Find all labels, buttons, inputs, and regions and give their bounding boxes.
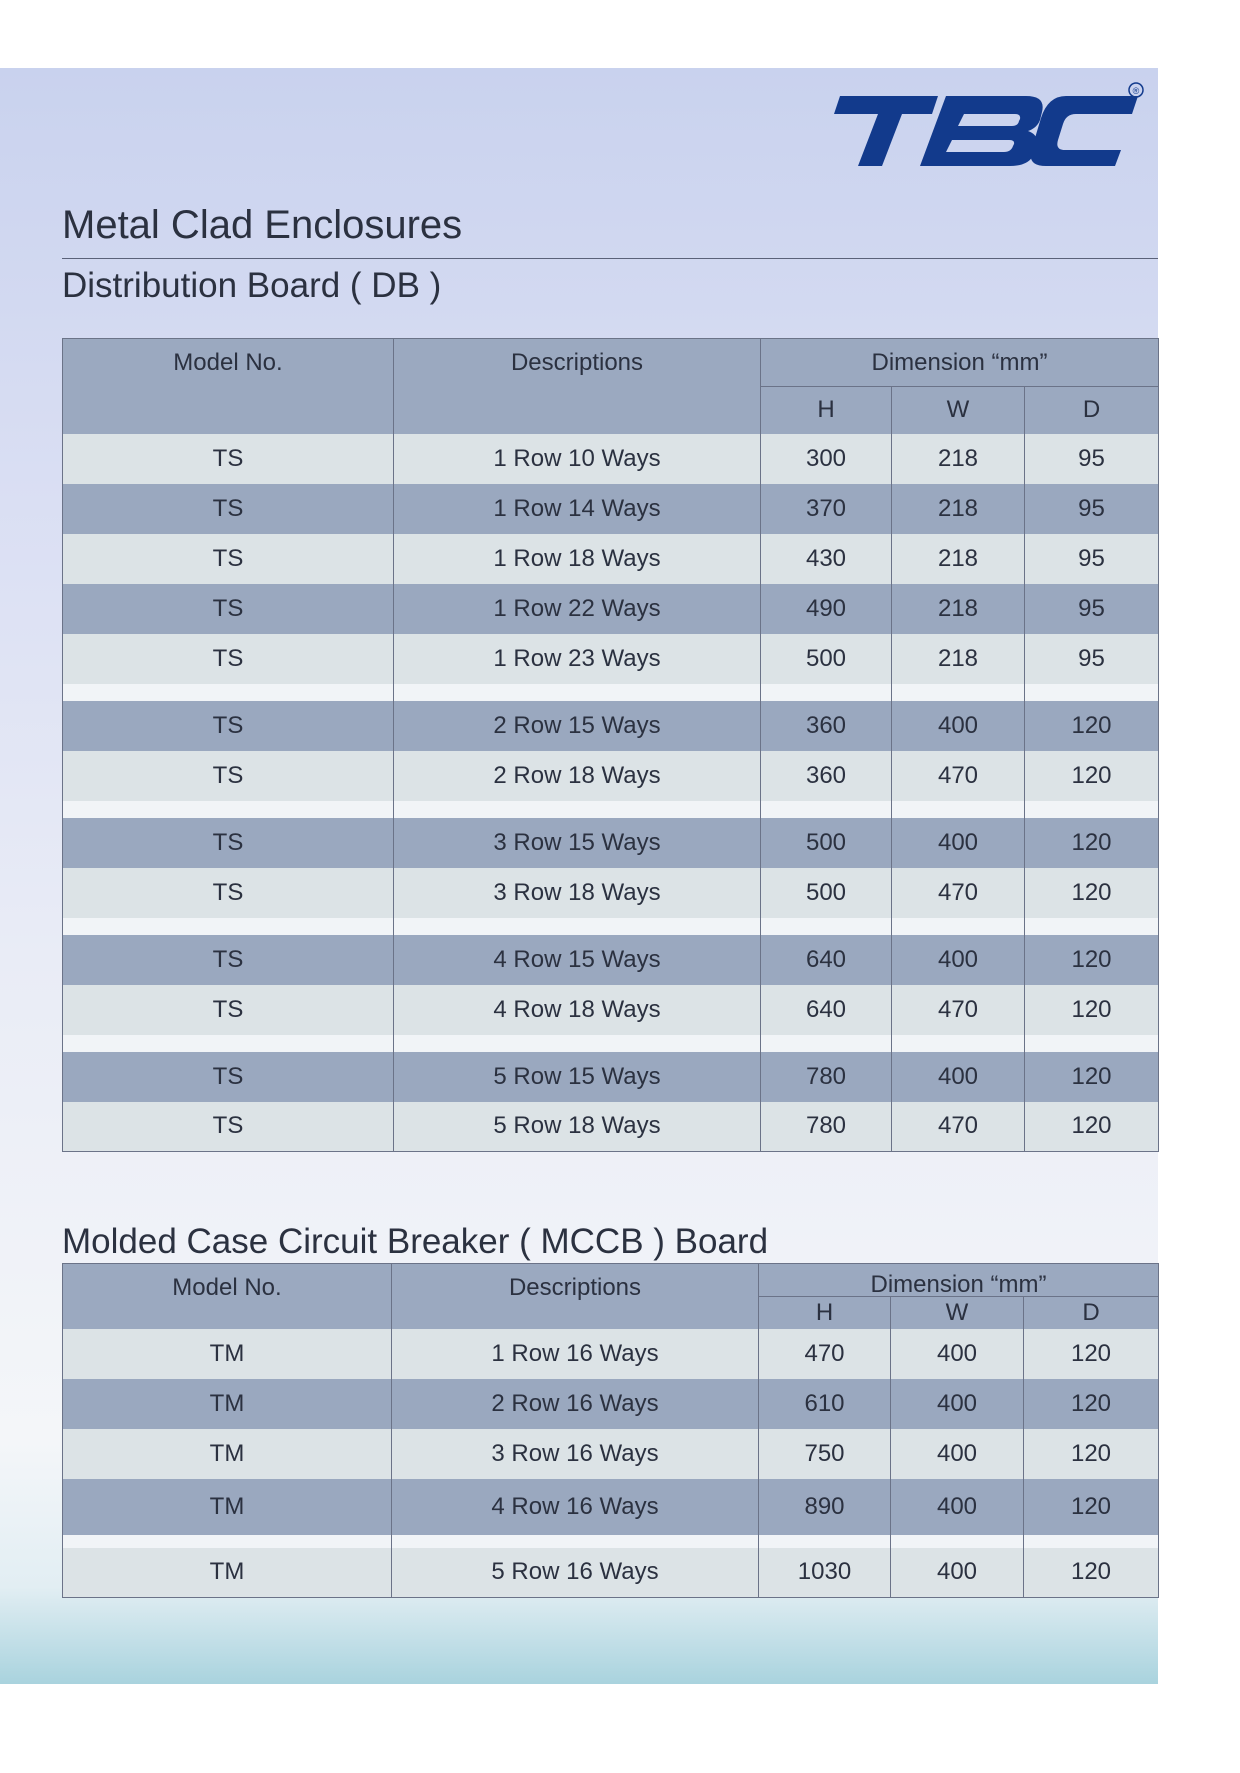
depth-cell: 120: [1025, 935, 1159, 985]
model-cell: TS: [212, 494, 244, 522]
model-cell: TM: [209, 1339, 245, 1367]
height-cell: 360: [761, 701, 892, 751]
depth-cell: 120: [1024, 1429, 1159, 1479]
col-w-header: W: [891, 1297, 1024, 1329]
desc-cell: 3 Row 18 Ways: [394, 868, 761, 918]
table-row: [63, 1479, 1159, 1535]
col-model-header: Model No.: [172, 1274, 282, 1301]
model-cell: TS: [212, 995, 244, 1023]
desc-cell: 1 Row 23 Ways: [394, 634, 761, 684]
model-cell: TS: [212, 444, 244, 472]
desc-cell: 1 Row 16 Ways: [392, 1329, 759, 1379]
height-cell: 640: [761, 985, 892, 1035]
col-w-header: W: [892, 387, 1025, 434]
depth-cell: 120: [1025, 868, 1159, 918]
width-cell: 218: [892, 584, 1025, 634]
table-row: [63, 634, 1159, 684]
table-row: [63, 1379, 1159, 1429]
width-cell: 470: [892, 868, 1025, 918]
height-cell: 1030: [759, 1548, 891, 1598]
col-desc-header: Descriptions: [394, 339, 761, 434]
desc-cell: 1 Row 10 Ways: [394, 434, 761, 484]
desc-cell: 2 Row 16 Ways: [392, 1379, 759, 1429]
table-row: [63, 1329, 1159, 1379]
model-cell: TS: [212, 594, 244, 622]
width-cell: 470: [892, 1102, 1025, 1152]
db-table: [62, 338, 1159, 1152]
col-d-header: D: [1024, 1297, 1159, 1329]
desc-cell: 2 Row 18 Ways: [394, 751, 761, 801]
group-spacer: [63, 1035, 1159, 1052]
width-cell: 400: [892, 1052, 1025, 1102]
depth-cell: 120: [1024, 1379, 1159, 1429]
group-spacer: [63, 801, 1159, 818]
desc-cell: 5 Row 16 Ways: [392, 1548, 759, 1598]
desc-cell: 3 Row 15 Ways: [394, 818, 761, 868]
width-cell: 218: [892, 534, 1025, 584]
col-dimension-header: Dimension “mm”: [759, 1264, 1159, 1297]
col-h-header: H: [761, 387, 892, 434]
table-row: [63, 1429, 1159, 1479]
depth-cell: 95: [1025, 484, 1159, 534]
desc-cell: 5 Row 18 Ways: [394, 1102, 761, 1152]
width-cell: 218: [892, 634, 1025, 684]
brand-name: TBC: [820, 78, 822, 79]
model-cell: TM: [209, 1439, 245, 1467]
width-cell: 400: [891, 1429, 1024, 1479]
width-cell: 218: [892, 434, 1025, 484]
tbc-logo: [820, 78, 1150, 188]
height-cell: 500: [761, 634, 892, 684]
desc-cell: 1 Row 18 Ways: [394, 534, 761, 584]
desc-cell: 4 Row 18 Ways: [394, 985, 761, 1035]
desc-cell: 1 Row 22 Ways: [394, 584, 761, 634]
width-cell: 400: [891, 1548, 1024, 1598]
depth-cell: 95: [1025, 434, 1159, 484]
model-cell: TM: [209, 1558, 245, 1586]
width-cell: 400: [891, 1379, 1024, 1429]
model-cell: TM: [209, 1492, 245, 1520]
height-cell: 470: [759, 1329, 891, 1379]
depth-cell: 120: [1025, 818, 1159, 868]
height-cell: 780: [761, 1052, 892, 1102]
table-row: [63, 985, 1159, 1035]
table-row: [63, 1052, 1159, 1102]
desc-cell: 4 Row 15 Ways: [394, 935, 761, 985]
depth-cell: 95: [1025, 584, 1159, 634]
depth-cell: 120: [1025, 1102, 1159, 1152]
width-cell: 218: [892, 484, 1025, 534]
depth-cell: 95: [1025, 634, 1159, 684]
width-cell: 400: [892, 701, 1025, 751]
table-row: [63, 434, 1159, 484]
height-cell: 360: [761, 751, 892, 801]
table-row: [63, 751, 1159, 801]
height-cell: 640: [761, 935, 892, 985]
table-row: [63, 935, 1159, 985]
depth-cell: 95: [1025, 534, 1159, 584]
width-cell: 400: [891, 1479, 1024, 1535]
db-section-title: Distribution Board ( DB ): [62, 266, 442, 305]
col-dimension-header: Dimension “mm”: [761, 339, 1159, 387]
height-cell: 370: [761, 484, 892, 534]
desc-cell: 3 Row 16 Ways: [392, 1429, 759, 1479]
model-cell: TS: [212, 544, 244, 572]
model-cell: TS: [212, 1062, 244, 1090]
table-row: [63, 701, 1159, 751]
desc-cell: 2 Row 15 Ways: [394, 701, 761, 751]
model-cell: TS: [212, 644, 244, 672]
depth-cell: 120: [1025, 701, 1159, 751]
model-cell: TS: [212, 878, 244, 906]
group-spacer: [63, 684, 1159, 701]
model-cell: TS: [212, 945, 244, 973]
group-spacer: [63, 918, 1159, 935]
table-row: [63, 1102, 1159, 1152]
height-cell: 300: [761, 434, 892, 484]
model-cell: TM: [209, 1389, 245, 1417]
col-model-header: Model No.: [173, 349, 283, 376]
height-cell: 610: [759, 1379, 891, 1429]
desc-cell: 4 Row 16 Ways: [392, 1479, 759, 1535]
col-h-header: H: [759, 1297, 891, 1329]
width-cell: 400: [891, 1329, 1024, 1379]
model-cell: TS: [212, 1112, 244, 1140]
col-d-header: D: [1025, 387, 1159, 434]
height-cell: 490: [761, 584, 892, 634]
page-title: Metal Clad Enclosures: [62, 203, 463, 247]
depth-cell: 120: [1025, 1052, 1159, 1102]
height-cell: 500: [761, 818, 892, 868]
width-cell: 470: [892, 985, 1025, 1035]
model-cell: TS: [212, 828, 244, 856]
depth-cell: 120: [1024, 1329, 1159, 1379]
table-row: [63, 484, 1159, 534]
width-cell: 400: [892, 935, 1025, 985]
mccb-section-title: Molded Case Circuit Breaker ( MCCB ) Board: [62, 1222, 769, 1261]
table-row: [63, 868, 1159, 918]
height-cell: 780: [761, 1102, 892, 1152]
height-cell: 500: [761, 868, 892, 918]
width-cell: 470: [892, 751, 1025, 801]
table-row: [63, 1548, 1159, 1598]
depth-cell: 120: [1025, 751, 1159, 801]
registered-mark: ®: [1132, 86, 1140, 96]
table-row: [63, 818, 1159, 868]
depth-cell: 120: [1024, 1548, 1159, 1598]
model-cell: TS: [212, 711, 244, 739]
desc-cell: 5 Row 15 Ways: [394, 1052, 761, 1102]
height-cell: 890: [759, 1479, 891, 1535]
group-spacer: [63, 1535, 1159, 1548]
col-desc-header: Descriptions: [392, 1264, 759, 1329]
depth-cell: 120: [1024, 1479, 1159, 1535]
table-row: [63, 584, 1159, 634]
title-divider: [62, 258, 1158, 259]
table-row: [63, 534, 1159, 584]
depth-cell: 120: [1025, 985, 1159, 1035]
height-cell: 430: [761, 534, 892, 584]
model-cell: TS: [212, 761, 244, 789]
mccb-table: [62, 1263, 1159, 1598]
desc-cell: 1 Row 14 Ways: [394, 484, 761, 534]
width-cell: 400: [892, 818, 1025, 868]
height-cell: 750: [759, 1429, 891, 1479]
